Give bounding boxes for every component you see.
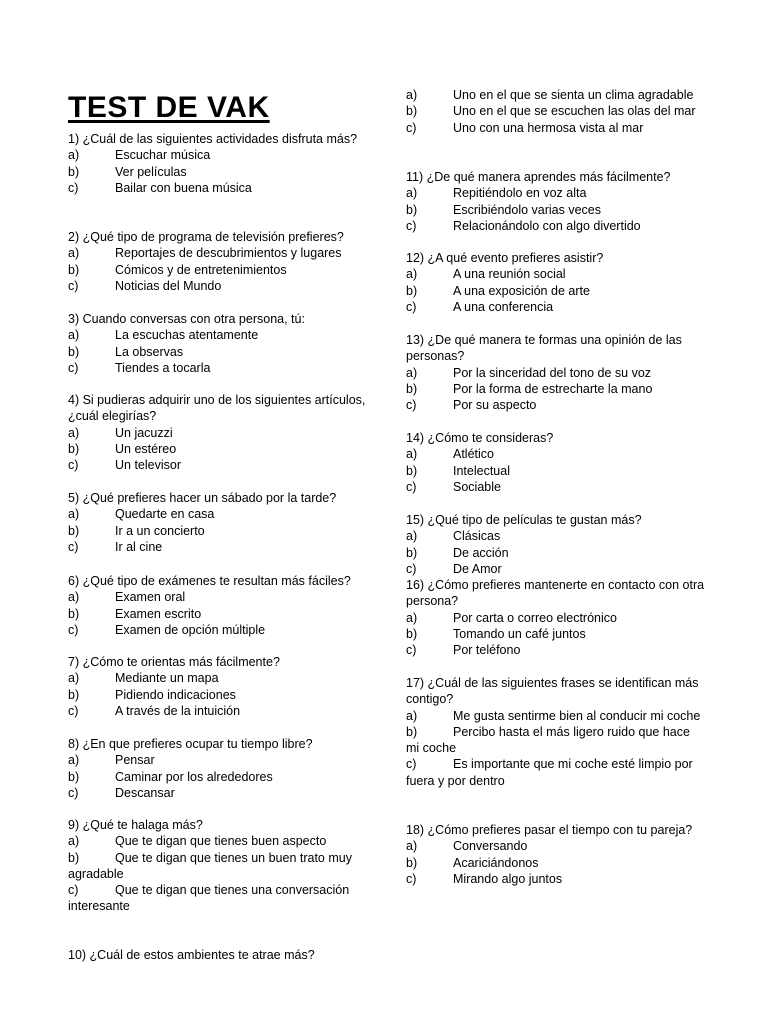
- option-letter: a): [406, 839, 418, 854]
- option-letter: b): [406, 202, 418, 217]
- option-a: [68, 425, 368, 441]
- option-a: [406, 528, 706, 544]
- option-text: Sociable: [453, 479, 501, 494]
- option-letter: b): [406, 283, 418, 298]
- option-text: Cómicos y de entretenimientos: [115, 262, 287, 277]
- option-text: Intelectual: [453, 463, 510, 478]
- question-text: 4) Si pudieras adquirir uno de los siguientes artículos, ¿cuál elegirías?: [68, 393, 366, 424]
- option-a: [68, 245, 368, 261]
- option-b: [68, 523, 368, 539]
- option-letter: b): [68, 441, 80, 456]
- option-text: Clásicas: [453, 529, 501, 544]
- option-letter: b): [406, 626, 418, 641]
- option-letter: a): [406, 447, 418, 462]
- option-letter: c): [406, 299, 417, 314]
- option-letter: b): [68, 344, 80, 359]
- option-text: Mirando algo juntos: [453, 871, 563, 886]
- option-a: [406, 610, 706, 626]
- option-c: [68, 278, 368, 294]
- option-a: [406, 838, 706, 854]
- option-letter: c): [68, 278, 79, 293]
- option-text: Bailar con buena música: [115, 180, 252, 195]
- question-13: [406, 332, 706, 413]
- option-a: [406, 185, 706, 201]
- option-b: [406, 283, 706, 299]
- option-text: Que te digan que tienes una conversación interesante: [68, 883, 350, 914]
- option-text: Relacionándolo con algo divertido: [453, 218, 641, 233]
- option-letter: c): [406, 479, 417, 494]
- option-letter: c): [406, 398, 417, 413]
- option-text: Noticias del Mundo: [115, 278, 222, 293]
- question-text: 16) ¿Cómo prefieres mantenerte en contacto con otra persona?: [406, 578, 705, 609]
- option-text: A una reunión social: [453, 267, 566, 282]
- option-letter: c): [68, 539, 79, 554]
- option-letter: b): [406, 724, 418, 739]
- option-letter: c): [406, 871, 417, 886]
- option-text: De Amor: [453, 561, 502, 576]
- option-b: [68, 850, 368, 883]
- option-letter: c): [68, 883, 79, 898]
- page-title: TEST DE VAK: [68, 91, 270, 124]
- option-b: [406, 626, 706, 642]
- option-text: Repitiéndolo en voz alta: [453, 186, 587, 201]
- option-text: Que te digan que tienes un buen trato muy agradable: [68, 850, 352, 881]
- option-text: Escribiéndolo varias veces: [453, 202, 601, 217]
- option-text: Conversando: [453, 839, 528, 854]
- option-c: [406, 218, 706, 234]
- option-text: A través de la intuición: [115, 703, 241, 718]
- option-letter: a): [68, 507, 80, 522]
- option-letter: a): [68, 328, 80, 343]
- option-letter: a): [406, 88, 418, 102]
- option-text: Examen escrito: [115, 606, 202, 621]
- option-letter: c): [406, 757, 417, 772]
- question-text: 10) ¿Cuál de estos ambientes te atrae más?: [68, 948, 315, 962]
- option-a: [406, 446, 706, 462]
- option-letter: a): [406, 610, 418, 625]
- option-text: Acariciándonos: [453, 855, 539, 870]
- question-16: [406, 577, 706, 658]
- question-1: [68, 131, 368, 196]
- option-c: [406, 120, 706, 136]
- question-12: [406, 250, 706, 315]
- option-text: Tomando un café juntos: [453, 626, 586, 641]
- option-c: [68, 180, 368, 196]
- option-text: Atlético: [453, 447, 494, 462]
- question-text: 5) ¿Qué prefieres hacer un sábado por la tarde?: [68, 491, 337, 505]
- option-text: Pensar: [115, 753, 155, 768]
- option-text: Uno con una hermosa vista al mar: [453, 120, 644, 135]
- option-text: Por carta o correo electrónico: [453, 610, 617, 625]
- option-letter: c): [406, 643, 417, 658]
- option-c: [406, 397, 706, 413]
- option-text: Caminar por los alrededores: [115, 769, 273, 784]
- option-letter: c): [68, 458, 79, 473]
- option-letter: a): [406, 529, 418, 544]
- option-letter: b): [406, 104, 418, 119]
- option-a: [406, 365, 706, 381]
- option-a: [406, 266, 706, 282]
- option-text: Un jacuzzi: [115, 425, 173, 440]
- question-11: [406, 169, 706, 234]
- option-letter: b): [68, 687, 80, 702]
- option-c: [68, 703, 368, 719]
- option-letter: b): [68, 606, 80, 621]
- option-b: [406, 724, 706, 757]
- option-a: [68, 327, 368, 343]
- option-letter: a): [68, 590, 80, 605]
- option-letter: c): [68, 180, 79, 195]
- question-8: [68, 736, 368, 801]
- option-letter: a): [406, 186, 418, 201]
- question-text: 14) ¿Cómo te consideras?: [406, 431, 554, 445]
- option-letter: c): [68, 703, 79, 718]
- option-text: Descansar: [115, 785, 175, 800]
- option-c: [68, 785, 368, 801]
- question-text: 9) ¿Qué te halaga más?: [68, 818, 203, 832]
- question-6: [68, 573, 368, 638]
- option-b: [68, 164, 368, 180]
- option-letter: a): [68, 148, 80, 163]
- option-letter: a): [406, 708, 418, 723]
- option-a: [68, 147, 368, 163]
- option-letter: b): [68, 850, 80, 865]
- question-10: [68, 947, 368, 963]
- option-text: De acción: [453, 545, 509, 560]
- option-text: La observas: [115, 344, 184, 359]
- question-4: [68, 392, 368, 473]
- option-b: [68, 262, 368, 278]
- option-letter: b): [68, 769, 80, 784]
- question-text: 17) ¿Cuál de las siguientes frases se identifican más contigo?: [406, 676, 699, 707]
- option-letter: a): [68, 834, 80, 849]
- option-c: [406, 871, 706, 887]
- question-text: 8) ¿En que prefieres ocupar tu tiempo libre?: [68, 737, 313, 751]
- option-c: [68, 539, 368, 555]
- option-a: [68, 670, 368, 686]
- option-letter: b): [68, 164, 80, 179]
- question-10-options: [406, 87, 706, 136]
- option-letter: a): [406, 365, 418, 380]
- question-text: 11) ¿De qué manera aprendes más fácilmente?: [406, 170, 671, 184]
- option-text: La escuchas atentamente: [115, 328, 259, 343]
- option-text: Un estéreo: [115, 441, 177, 456]
- option-b: [68, 687, 368, 703]
- question-9: [68, 817, 368, 915]
- question-17: [406, 675, 706, 789]
- option-b: [406, 103, 706, 119]
- option-letter: b): [406, 463, 418, 478]
- option-letter: c): [406, 218, 417, 233]
- option-b: [68, 769, 368, 785]
- question-15: [406, 512, 706, 577]
- option-letter: c): [406, 120, 417, 135]
- option-text: Escuchar música: [115, 148, 211, 163]
- question-7: [68, 654, 368, 719]
- question-2: [68, 229, 368, 294]
- option-text: Tiendes a tocarla: [115, 360, 211, 375]
- question-text: 13) ¿De qué manera te formas una opinión de las personas?: [406, 333, 682, 364]
- option-text: Que te digan que tienes buen aspecto: [115, 834, 327, 849]
- question-text: 3) Cuando conversas con otra persona, tú:: [68, 312, 305, 326]
- option-a: [406, 87, 706, 103]
- option-letter: b): [406, 545, 418, 560]
- option-letter: a): [68, 753, 80, 768]
- option-text: Por teléfono: [453, 643, 521, 658]
- option-c: [68, 882, 368, 915]
- option-b: [68, 606, 368, 622]
- option-c: [68, 360, 368, 376]
- option-c: [406, 299, 706, 315]
- option-text: Ver películas: [115, 164, 187, 179]
- option-b: [68, 441, 368, 457]
- option-a: [68, 833, 368, 849]
- option-c: [68, 622, 368, 638]
- option-letter: c): [68, 622, 79, 637]
- option-text: Reportajes de descubrimientos y lugares: [115, 246, 342, 261]
- option-text: Uno en el que se escuchen las olas del mar: [453, 104, 696, 119]
- question-text: 1) ¿Cuál de las siguientes actividades disfruta más?: [68, 132, 358, 146]
- question-18: [406, 822, 706, 887]
- option-letter: c): [68, 785, 79, 800]
- option-letter: c): [68, 360, 79, 375]
- option-letter: a): [68, 671, 80, 686]
- question-text: 15) ¿Qué tipo de películas te gustan más?: [406, 513, 642, 527]
- option-text: Uno en el que se sienta un clima agradable: [453, 88, 694, 102]
- option-b: [406, 202, 706, 218]
- option-text: Mediante un mapa: [115, 671, 219, 686]
- option-a: [68, 752, 368, 768]
- question-3: [68, 311, 368, 376]
- option-text: Ir al cine: [115, 539, 163, 554]
- option-text: Quedarte en casa: [115, 507, 215, 522]
- option-c: [68, 457, 368, 473]
- option-b: [406, 381, 706, 397]
- question-text: 12) ¿A qué evento prefieres asistir?: [406, 251, 604, 265]
- option-letter: c): [406, 561, 417, 576]
- option-c: [406, 561, 706, 577]
- question-5: [68, 490, 368, 555]
- question-14: [406, 430, 706, 495]
- option-text: Examen de opción múltiple: [115, 622, 266, 637]
- option-b: [406, 463, 706, 479]
- option-b: [406, 545, 706, 561]
- option-a: [68, 589, 368, 605]
- option-a: [68, 506, 368, 522]
- option-letter: b): [68, 523, 80, 538]
- option-letter: a): [68, 246, 80, 261]
- option-text: Examen oral: [115, 590, 186, 605]
- option-b: [406, 855, 706, 871]
- option-text: Por su aspecto: [453, 398, 537, 413]
- option-text: Por la forma de estrecharte la mano: [453, 381, 653, 396]
- option-text: Pidiendo indicaciones: [115, 687, 236, 702]
- option-c: [406, 642, 706, 658]
- option-c: [406, 479, 706, 495]
- option-c: [406, 756, 706, 789]
- option-letter: b): [406, 381, 418, 396]
- option-letter: a): [68, 425, 80, 440]
- option-text: A una exposición de arte: [453, 283, 590, 298]
- option-letter: a): [406, 267, 418, 282]
- option-text: Ir a un concierto: [115, 523, 205, 538]
- question-text: 18) ¿Cómo prefieres pasar el tiempo con tu pareja?: [406, 823, 693, 837]
- option-letter: b): [68, 262, 80, 277]
- question-text: 2) ¿Qué tipo de programa de televisión prefieres?: [68, 230, 344, 244]
- option-text: Por la sinceridad del tono de su voz: [453, 365, 652, 380]
- option-text: A una conferencia: [453, 299, 554, 314]
- option-text: Percibo hasta el más ligero ruido que hace mi coche: [406, 724, 690, 756]
- option-letter: b): [406, 855, 418, 870]
- option-text: Es importante que mi coche esté limpio por fuera y por dentro: [406, 757, 693, 788]
- question-text: 7) ¿Cómo te orientas más fácilmente?: [68, 655, 280, 669]
- option-text: Un televisor: [115, 458, 181, 473]
- question-text: 6) ¿Qué tipo de exámenes te resultan más fáciles?: [68, 574, 351, 588]
- option-a: [406, 708, 706, 724]
- option-b: [68, 344, 368, 360]
- option-text: Me gusta sentirme bien al conducir mi coche: [453, 708, 701, 723]
